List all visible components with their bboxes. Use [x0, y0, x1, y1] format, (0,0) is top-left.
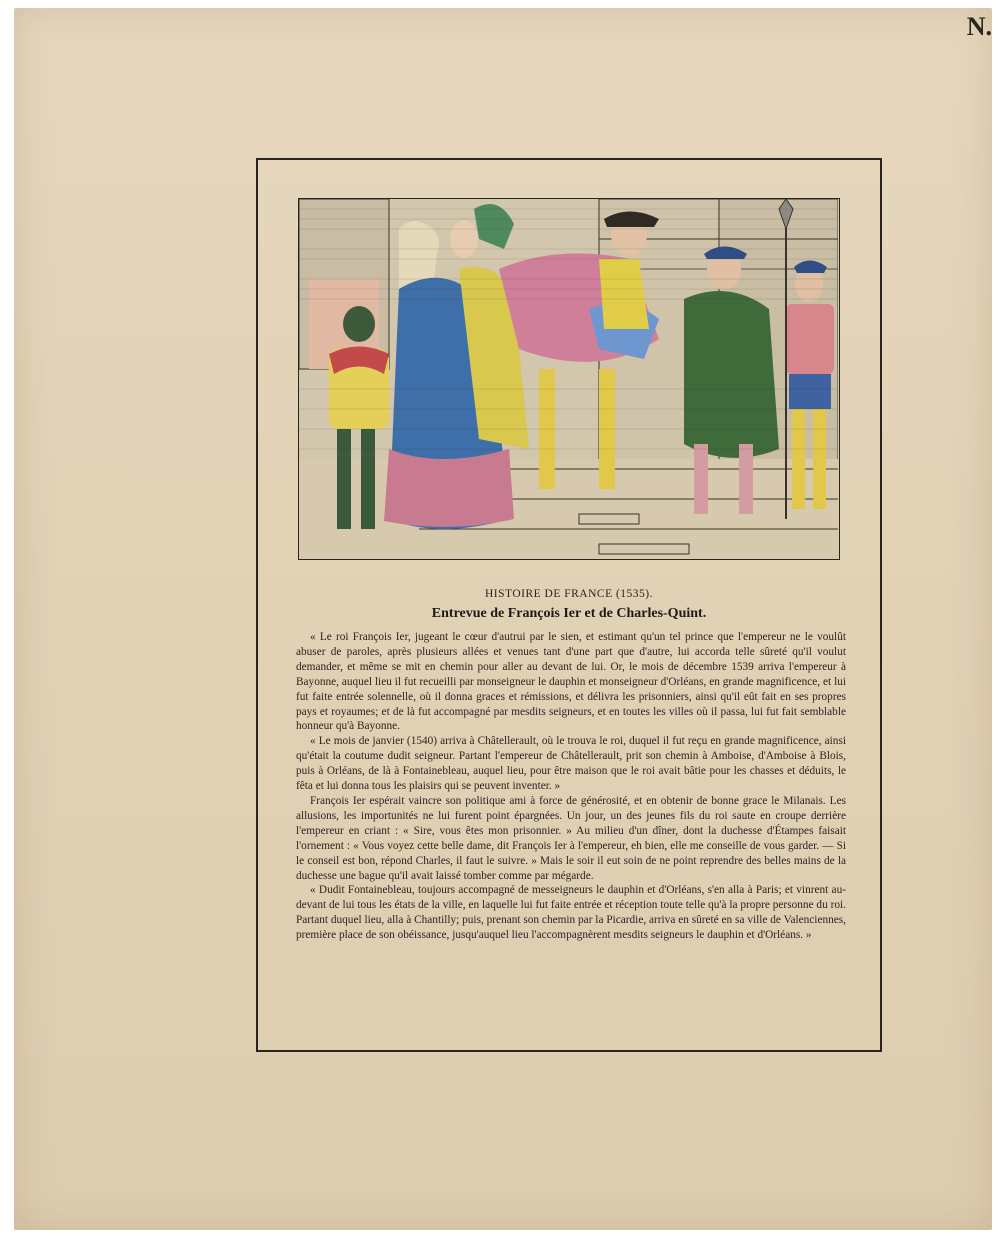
body-text — [296, 630, 846, 943]
illustration — [298, 198, 840, 560]
print-frame — [256, 158, 882, 1052]
paragraph: « Dudit Fontainebleau, toujours accompagné de messeigneurs le dauphin et d'Orléans, s'en alla à Paris; et vinrent au-devant de lui tous les états de la ville, en laquelle lui fut faite entrée et réception toute telle qu'à la propre personne du roi. Partant duquel lieu, alla à Chantilly; puis, prenant son chemin par la Picardie, arriva en sûreté en sa ville de Valenciennes, première place de son obéissance, jusqu'auquel lieu l'accompagnèrent mesdits seigneurs le dauphin et d'Orléans. » — [296, 884, 846, 942]
print-title: Entrevue de François Ier et de Charles-Quint. — [431, 606, 707, 621]
paragraph: « Le mois de janvier (1540) arriva à Châtellerault, où le trouva le roi, duquel il fut reçu en grande magnificence, ainsi qu'était la coutume dudit seigneur. Partant l'empereur de Châtellerault, prit son chemin à Amboise, d'Amboise à Blois, puis à Orléans, de là à Fontainebleau, auquel lieu, pour être maison que le roi avait bâtie pour les chasses et déduits, le fêta et lui donna tous les plaisirs qui se peuvent inventer. » — [296, 735, 846, 793]
paper-sheet — [14, 8, 992, 1230]
paragraph: « Le roi François Ier, jugeant le cœur d'autrui par le sien, et estimant qu'un tel prince que l'empereur ne le voulût abuser de paroles, après plusieurs allées et venues tant d'une part que d'autre, lui accorda telle sûreté qu'il voulut demander, et même se mit en chemin pour aller au devant de lui. Or, le mois de décembre 1539 arriva l'empereur à Bayonne, auquel lieu il fut recueilli par monseigneur le dauphin et monseigneur d'Orléans, en grande magnificence, et lui fut faite entrée solennelle, où il donna graces et rémissions, et délivra les prisonniers, ainsi qu'il eût fait en ses propres pays et royaumes; et de là fut accompagné par mesdits seigneurs, et en toutes les villes où il passa, lui fut fait semblable honneur qu'à Bayonne. — [296, 631, 846, 733]
meeting-scene-image — [299, 199, 838, 558]
corner-mark: N. — [966, 12, 992, 41]
series-heading: HISTOIRE DE FRANCE (1535). — [484, 588, 654, 600]
paragraph: François Ier espérait vaincre son politique ami à force de générosité, et en obtenir de bonne grace le Milanais. Les allusions, les importunités ne lui furent point épargnées. Un jour, un des jeunes fils du roi saute en croupe derrière l'empereur en criant : « Sire, vous êtes mon prisonnier. » Au milieu d'un dîner, dont la duchesse d'Étampes faisait l'ornement : « Vous voyez cette belle dame, dit François Ier à l'empereur, eh bien, elle me conseille de vous garder. — Si le conseil est bon, répond Charles, il faut le suivre. » Mais le soir il eut soin de ne point reprendre des belles mains de la duchesse une bague qu'il avait laissé tomber comme par mégarde. — [296, 794, 846, 882]
